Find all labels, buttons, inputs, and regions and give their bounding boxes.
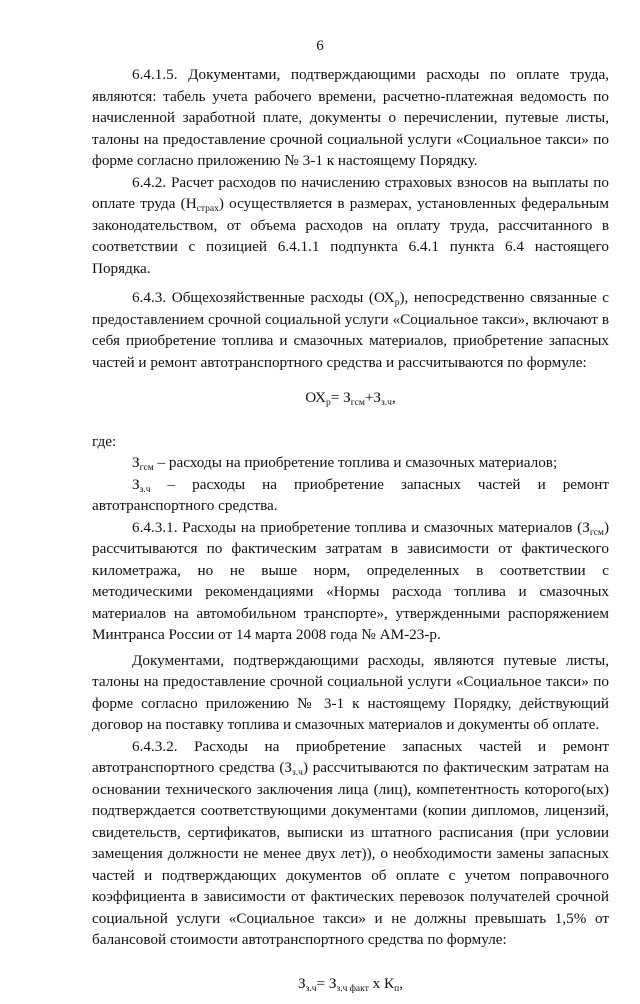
paragraph-6-4-2: 6.4.2. Расчет расходов по начислению страховых взносов на выплаты по оплате труда $(Н_{страх})$ осуществляется в размерах, установленных федеральным законодательством, от объема расходов на оплату труда, рассчитанного в соответствии с позицией 6.4.1.1 подпункта 6.4.1 пункта 6.4 настоящего Порядка. (92, 173, 609, 277)
paragraph-documents: Документами, подтверждающими расходы, являются путевые листы, талоны на предоставление срочной социальной услуги «Социальное такси» по форме согласно приложению № 3-1 к настоящему Порядку, действующий договор на поставку топлива и смазочных материалов и документы об оплате. (92, 651, 609, 733)
formula-overhead: $ОХ_р= З_{гсм}+З_{з.ч}$, (305, 389, 396, 408)
formula-spare-parts: $З_{з.ч}= З_{з.ч факт}$ х $К_п$, (297, 974, 403, 994)
definition-fuel: $З_{гсм}$ – расходы на приобретение топлива и смазочных материалов; (132, 454, 558, 473)
page-number: 6 (316, 38, 324, 54)
paragraph-6-4-1-5: 6.4.1.5. Документами, подтверждающими расходы по оплате труда, являются: табель учета рабочего времени, расчетно-платежная ведомость по начисленной заработной плате, документы о перечислении, путевые листы, талоны на предоставление срочной социальной услуги «Социальное такси» по форме согласно приложению № 3-1 к настоящему Порядку. (92, 66, 609, 169)
definition-spare-parts: $З_{з.ч}$ – расходы на приобретение запасных частей и ремонт автотранспортного средства. (92, 475, 609, 514)
paragraph-6-4-3: 6.4.3. Общехозяйственные расходы $(ОХ_р)$, непосредственно связанные с предоставлением срочной социальной услуги «Социальное такси», включают в себя приобретение топлива и смазочных материалов, приобретение запасных частей и ремонт автотранспортного средства и рассчитываются по формуле: (92, 289, 609, 371)
paragraph-6-4-3-2: 6.4.3.2. Расходы на приобретение запасных частей и ремонт автотранспортного средства $(З_{з.ч})$ рассчитываются по фактическим затратам на основании технического заключения лица (лиц), компетентность которого(ых) подтверждается соответствующими документами (копии дипломов, лицензий, свидетельств, сертификатов, выписки из штатного расписания (при условии замещения должности не менее двух лет)), о необходимости замены запасных частей и подтверждающих документов об оплате с учетом поправочного коэффициента в зависимости от фактических перевозок получателей срочной социальной услуги «Социальное такси» и не должны превышать 1,5% от балансовой стоимости автотранспортного средства по формуле: (92, 737, 609, 948)
document-body (92, 64, 609, 1004)
where-label: где: (92, 432, 117, 450)
paragraph-6-4-3-1: 6.4.3.1. Расходы на приобретение топлива и смазочных материалов $(З_{гсм})$ рассчитываются по фактическим затратам в зависимости от фактического километража, но не выше норм, определенных в соответствии с методическими рекомендациями «Нормы расхода топлива и смазочных материалов на автомобильном транспорте», утвержденными распоряжением Минтранса России от 14 марта 2008 года № АМ-23-р. (92, 518, 609, 643)
